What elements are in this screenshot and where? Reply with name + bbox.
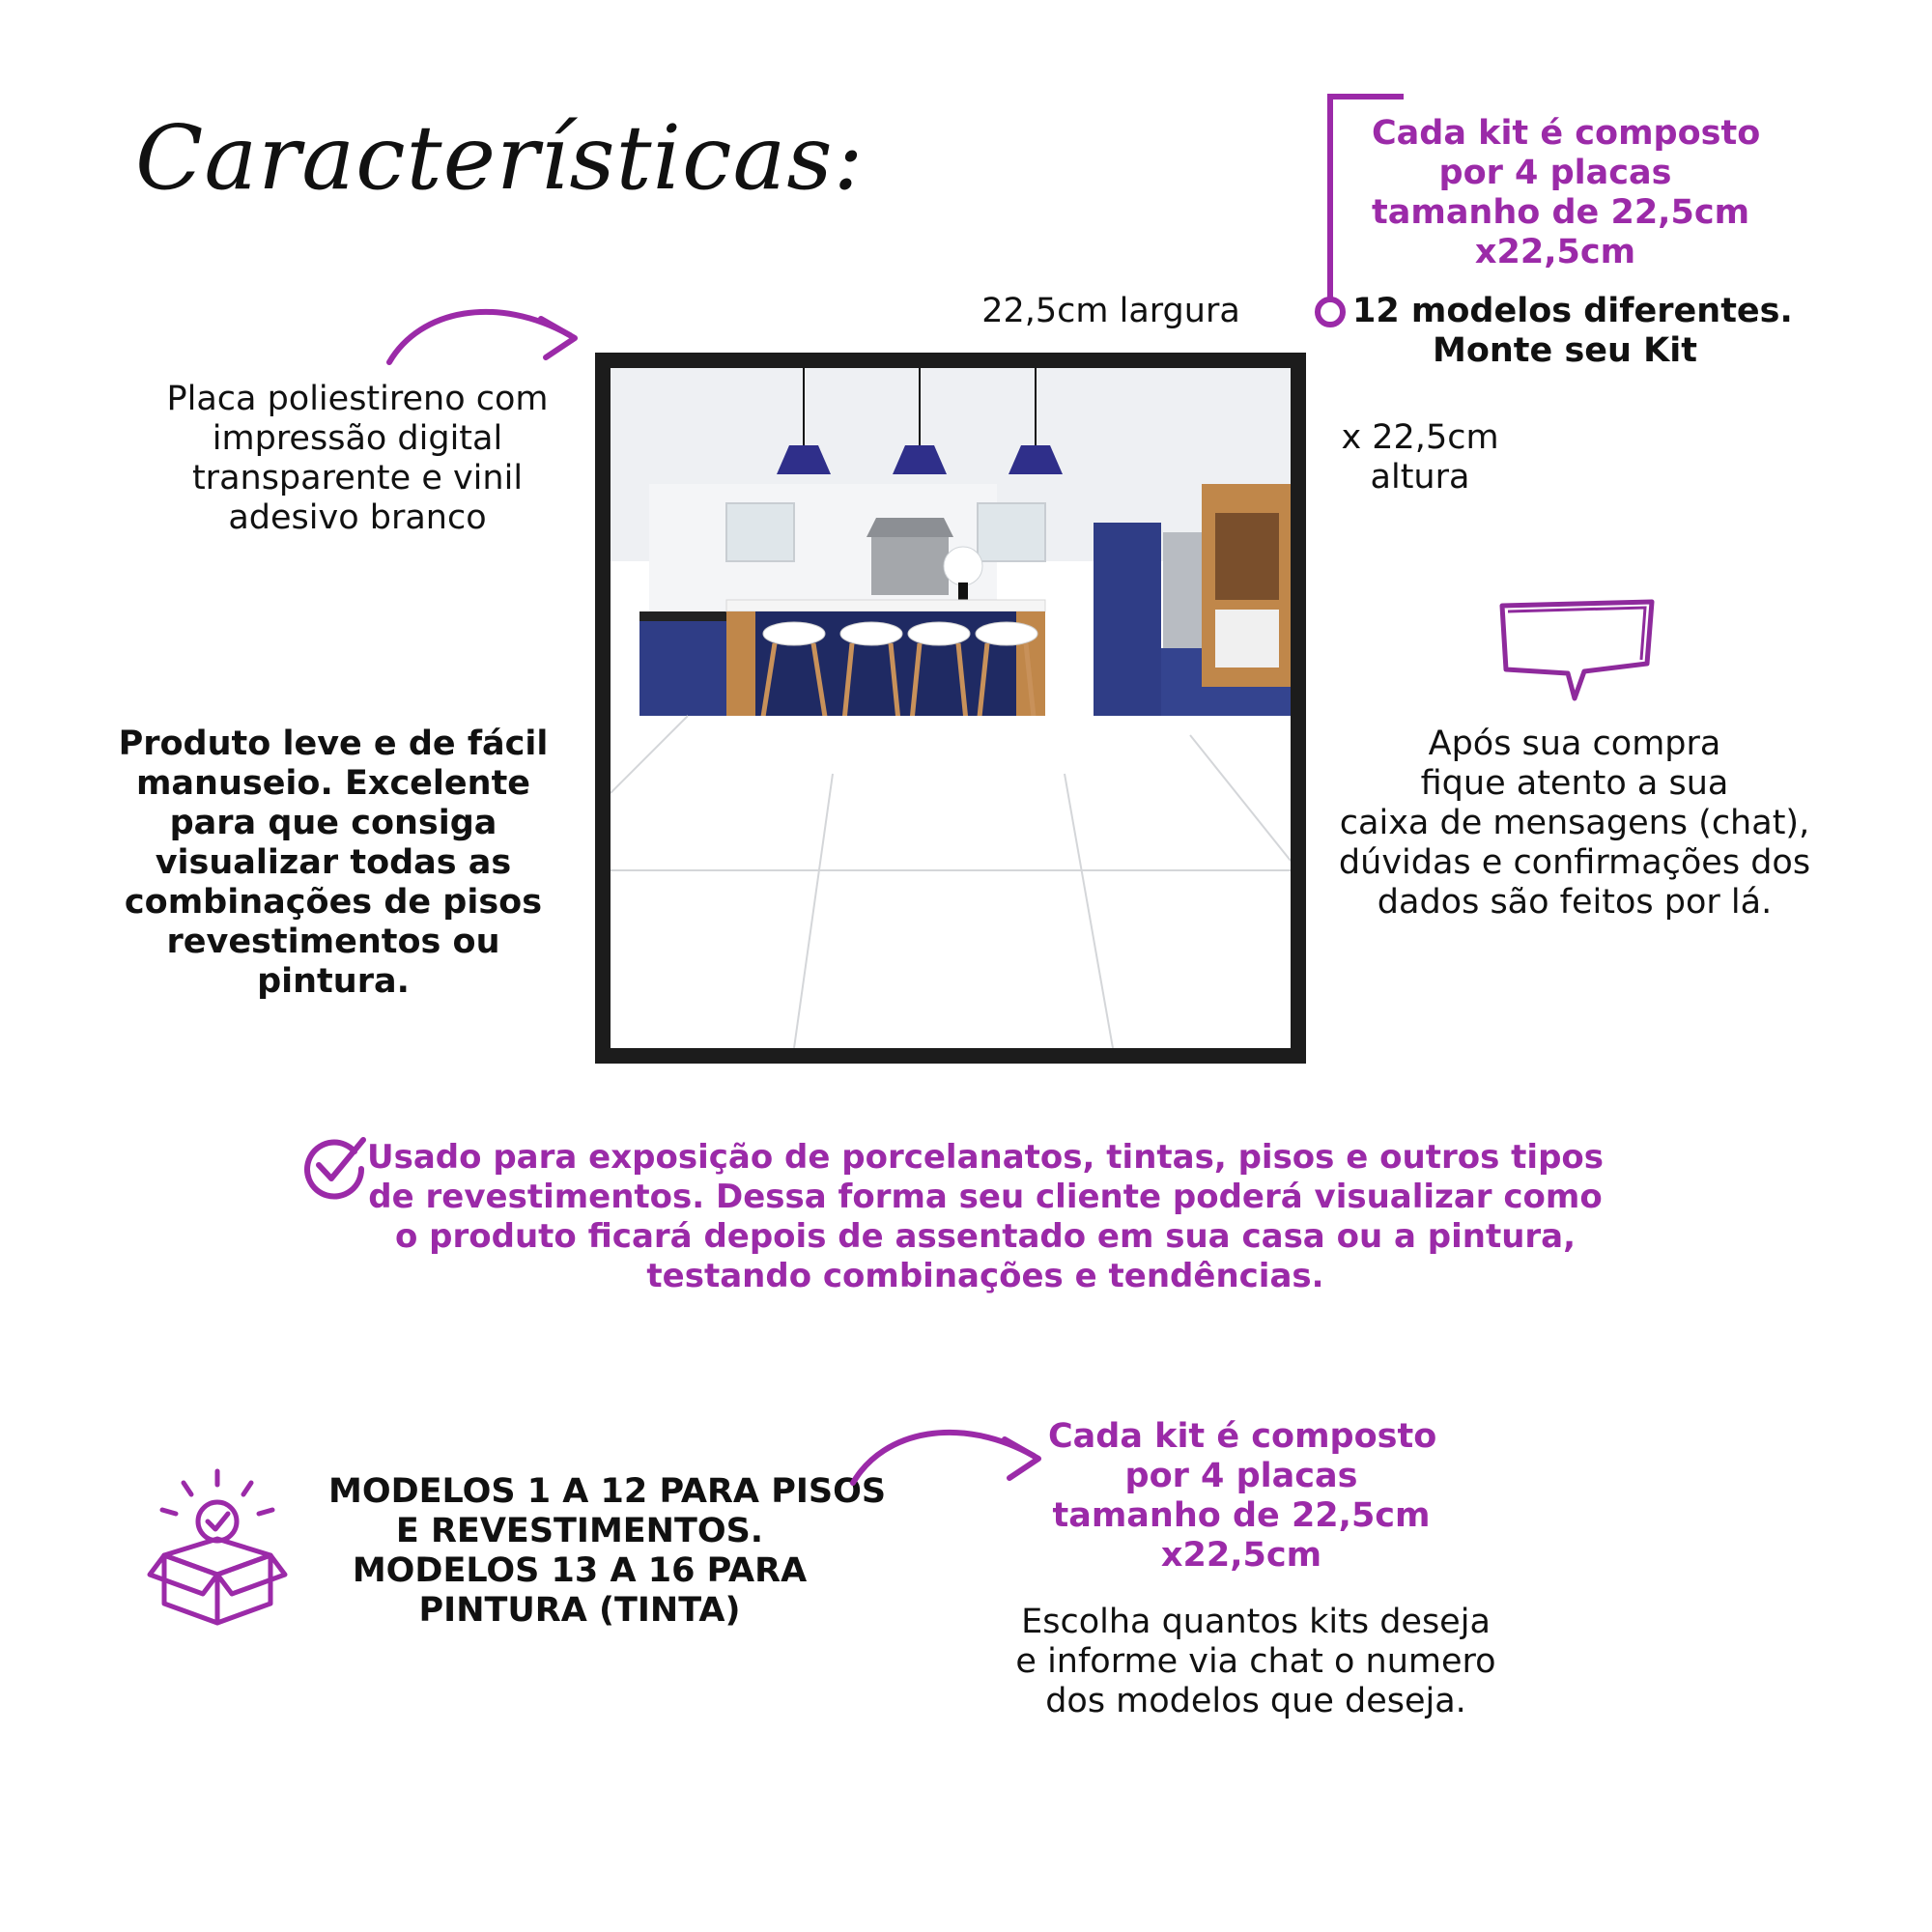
models-count [1352, 292, 1793, 371]
width-label: 22,5cm largura [981, 292, 1240, 330]
text-line: Cada kit é composto [1048, 1417, 1437, 1456]
text-line: combinações de pisos [124, 883, 543, 922]
text-line: tamanho de 22,5cm [1372, 193, 1750, 232]
text-line: x22,5cm [1160, 1536, 1322, 1575]
text-line: dúvidas e confirmações dos [1338, 843, 1811, 882]
text-line: o produto ficará depois de assentado em sua casa ou a pintura, [394, 1217, 1577, 1256]
text-line: Após sua compra [1428, 724, 1721, 763]
text-line: manuseio. Excelente [135, 764, 531, 803]
text-line: Placa poliestireno com [166, 380, 549, 418]
text-line: caixa de mensagens (chat), [1339, 804, 1810, 842]
chat-note [1294, 724, 1855, 923]
text-line: Produto leve e de fácil [118, 724, 549, 763]
text-line: por 4 placas [1124, 1457, 1358, 1495]
text-line: impressão digital [212, 419, 503, 458]
text-line: para que consiga [169, 804, 497, 842]
text-line: transparente e vinil [191, 459, 524, 497]
text-line: PINTURA (TINTA) [418, 1591, 741, 1630]
text-line: e informe via chat o numero [1015, 1642, 1496, 1681]
text-line: por 4 placas [1438, 154, 1672, 192]
page-title: Características: [135, 106, 865, 210]
chat-bubble-icon [1492, 594, 1662, 710]
product-sample-frame [595, 353, 1306, 1064]
text-line: altura [1370, 458, 1470, 497]
kitchen-illustration [611, 368, 1291, 1048]
text-line: adesivo branco [228, 498, 487, 537]
text-line: testando combinações e tendências. [646, 1257, 1324, 1295]
curved-arrow-icon [382, 295, 589, 372]
text-line: x 22,5cm [1341, 418, 1499, 457]
text-line: Monte seu Kit [1433, 331, 1697, 370]
curved-arrow-icon [845, 1415, 1053, 1492]
bottom-kit-info [1048, 1417, 1435, 1576]
text-line: pintura. [257, 962, 410, 1001]
text-line: Escolha quantos kits deseja [1021, 1603, 1491, 1641]
choose-instructions [985, 1603, 1526, 1721]
text-line: dos modelos que deseja. [1045, 1682, 1466, 1720]
text-line: dados são feitos por lá. [1377, 883, 1773, 922]
text-line: E REVESTIMENTOS. [395, 1512, 764, 1550]
text-line: tamanho de 22,5cm [1052, 1496, 1431, 1535]
text-line: fique atento a sua [1420, 764, 1729, 803]
height-label [1323, 418, 1517, 497]
text-line: MODELOS 13 A 16 PARA [352, 1551, 808, 1590]
text-line: Cada kit é composto [1372, 114, 1761, 153]
text-line: 12 modelos diferentes. [1352, 292, 1793, 330]
text-line: revestimentos ou [166, 923, 500, 961]
text-line: de revestimentos. Dessa forma seu cliente poderá visualizar como [368, 1178, 1603, 1216]
text-line: visualizar todas as [155, 843, 512, 882]
check-circle-icon [301, 1132, 369, 1200]
usage-description [367, 1138, 1604, 1296]
text-line: Usado para exposição de porcelanatos, tintas, pisos e outros tipos [367, 1138, 1604, 1177]
text-line: MODELOS 1 A 12 PARA PISOS [328, 1472, 887, 1511]
benefit-description [101, 724, 565, 1002]
top-kit-info [1372, 114, 1761, 272]
text-line: x22,5cm [1474, 233, 1636, 271]
box-check-icon [145, 1463, 290, 1628]
material-description [126, 380, 589, 538]
models-description [328, 1472, 887, 1631]
